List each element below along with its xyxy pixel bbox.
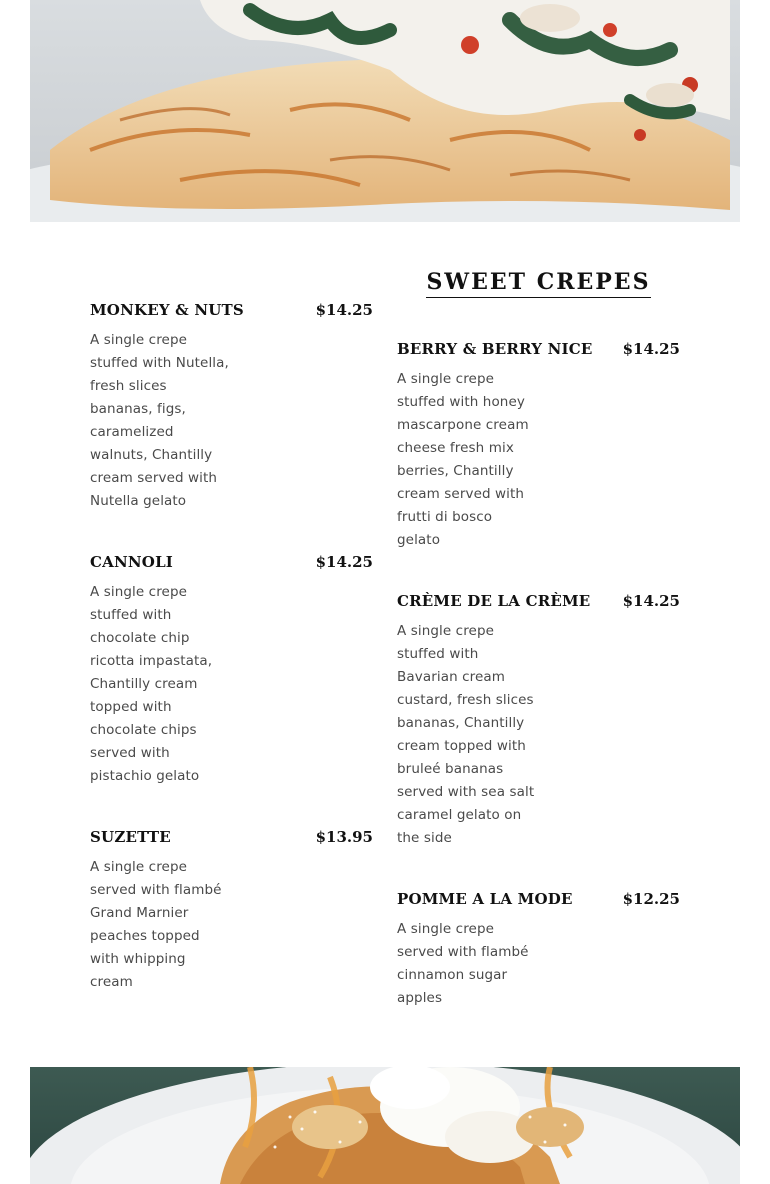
menu-item — [90, 301, 373, 513]
menu-item-name: MONKEY & NUTS — [90, 301, 244, 319]
menu-item — [397, 340, 680, 552]
right-menu-column — [397, 269, 680, 1050]
savory-crepe-photo — [30, 0, 740, 222]
menu-item-description: A single crepe served with flambé Grand Marnier peaches topped with whipping cream — [90, 859, 222, 990]
menu-item-price: $14.25 — [622, 592, 680, 610]
menu-item-description: A single crepe stuffed with chocolate chip ricotta impastata, Chantilly cream topped with chocolate chips served with pistachio gelato — [90, 584, 213, 784]
section-title-text: SWEET CREPES — [426, 269, 652, 298]
menu-item-name: BERRY & BERRY NICE — [397, 340, 593, 358]
menu-item-name: CRÈME DE LA CRÈME — [397, 592, 591, 610]
menu-item-name: POMME A LA MODE — [397, 890, 573, 908]
menu-item-description: A single crepe stuffed with honey mascarpone cream cheese fresh mix berries, Chantilly cream served with frutti di bosco gelato — [397, 371, 529, 548]
menu-item-price: $14.25 — [315, 553, 373, 571]
sweet-crepe-photo — [30, 1067, 740, 1184]
left-menu-column — [90, 301, 373, 1034]
menu-item — [397, 592, 680, 850]
menu-item-name: CANNOLI — [90, 553, 174, 571]
menu-item — [90, 828, 373, 994]
menu-item-price: $13.95 — [315, 828, 373, 846]
menu-item — [397, 890, 680, 1010]
menu-item-price: $12.25 — [622, 890, 680, 908]
menu-item — [90, 553, 373, 788]
menu-item-description: A single crepe stuffed with Nutella, fresh slices bananas, figs, caramelized walnuts, Chantilly cream served with Nutella gelato — [90, 332, 229, 509]
menu-item-name: SUZETTE — [90, 828, 171, 846]
section-title — [397, 269, 680, 298]
menu-item-description: A single crepe stuffed with Bavarian cream custard, fresh slices bananas, Chantilly cream topped with bruleé bananas served with sea salt caramel gelato on the side — [397, 623, 535, 846]
menu-item-description: A single crepe served with flambé cinnamon sugar apples — [397, 921, 529, 1006]
menu-item-price: $14.25 — [315, 301, 373, 319]
menu-item-price: $14.25 — [622, 340, 680, 358]
